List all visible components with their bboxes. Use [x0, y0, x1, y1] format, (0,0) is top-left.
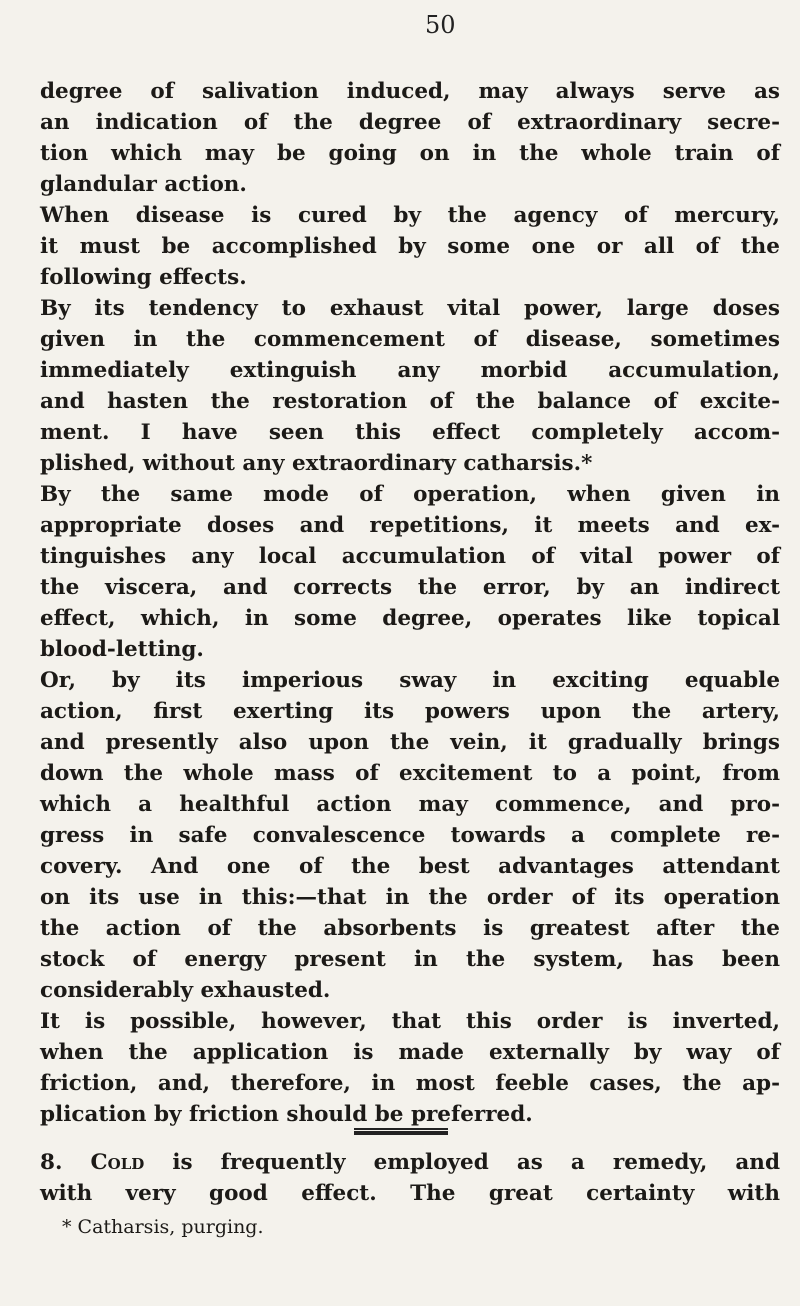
- text-line: tinguishes any local accumulation of vital power of: [40, 544, 780, 569]
- text-line: friction, and, therefore, in most feeble cases, the ap-: [40, 1071, 780, 1096]
- text-line: action, first exerting its powers upon the artery,: [40, 699, 780, 724]
- text-line: tion which may be going on in the whole train of: [40, 141, 780, 166]
- text-line: down the whole mass of excitement to a point, from: [40, 761, 780, 786]
- body-text: [40, 76, 780, 1130]
- text-line: and presently also upon the vein, it gradually brings: [40, 730, 780, 755]
- text-line: the action of the absorbents is greatest after the: [40, 916, 780, 941]
- text-line: plished, without any extraordinary catharsis.*: [40, 451, 593, 476]
- text-line: covery. And one of the best advantages attendant: [40, 854, 780, 879]
- text-line: an indication of the degree of extraordinary secre-: [40, 110, 780, 135]
- text-line: plication by friction should be preferred.: [40, 1102, 533, 1127]
- text-line: following effects.: [40, 265, 247, 290]
- text-line: Or, by its imperious sway in exciting equable: [40, 668, 780, 693]
- text-line: By its tendency to exhaust vital power, large doses: [40, 296, 780, 321]
- section-line: with very good effect. The great certainty with: [40, 1181, 780, 1206]
- text-line: ment. I have seen this effect completely accom-: [40, 420, 780, 445]
- text-line: when the application is made externally by way of: [40, 1040, 780, 1065]
- text-line: it must be accomplished by some one or all of the: [40, 234, 780, 259]
- section-text: [40, 1147, 780, 1209]
- footnote: * Catharsis, purging.: [62, 1216, 264, 1238]
- text-line: and hasten the restoration of the balance of excite-: [40, 389, 780, 414]
- text-line: blood-letting.: [40, 637, 204, 662]
- text-line: degree of salivation induced, may always serve as: [40, 79, 780, 104]
- text-line: When disease is cured by the agency of mercury,: [40, 203, 780, 228]
- text-line: By the same mode of operation, when given in: [40, 482, 780, 507]
- section-number: 8.: [40, 1150, 63, 1175]
- text-line: considerably exhausted.: [40, 978, 331, 1003]
- text-line: immediately extinguish any morbid accumulation,: [40, 358, 780, 383]
- text-line: on its use in this:—that in the order of its operation: [40, 885, 780, 910]
- section-line: [40, 1147, 780, 1178]
- text-line: effect, which, in some degree, operates like topical: [40, 606, 780, 631]
- page-number: 50: [425, 11, 456, 39]
- section-heading: Cold: [90, 1150, 145, 1175]
- text-line: which a healthful action may commence, and pro-: [40, 792, 780, 817]
- text-line: the viscera, and corrects the error, by an indirect: [40, 575, 780, 600]
- text-line: given in the commencement of disease, sometimes: [40, 327, 780, 352]
- text-line: appropriate doses and repetitions, it meets and ex-: [40, 513, 780, 538]
- section-divider: [354, 1128, 448, 1138]
- text-line: glandular action.: [40, 172, 247, 197]
- text-line: It is possible, however, that this order is inverted,: [40, 1009, 780, 1034]
- text-line: gress in safe convalescence towards a complete re-: [40, 823, 780, 848]
- text-line: stock of energy present in the system, has been: [40, 947, 780, 972]
- section-line-rest: is frequently employed as a remedy, and: [172, 1150, 780, 1175]
